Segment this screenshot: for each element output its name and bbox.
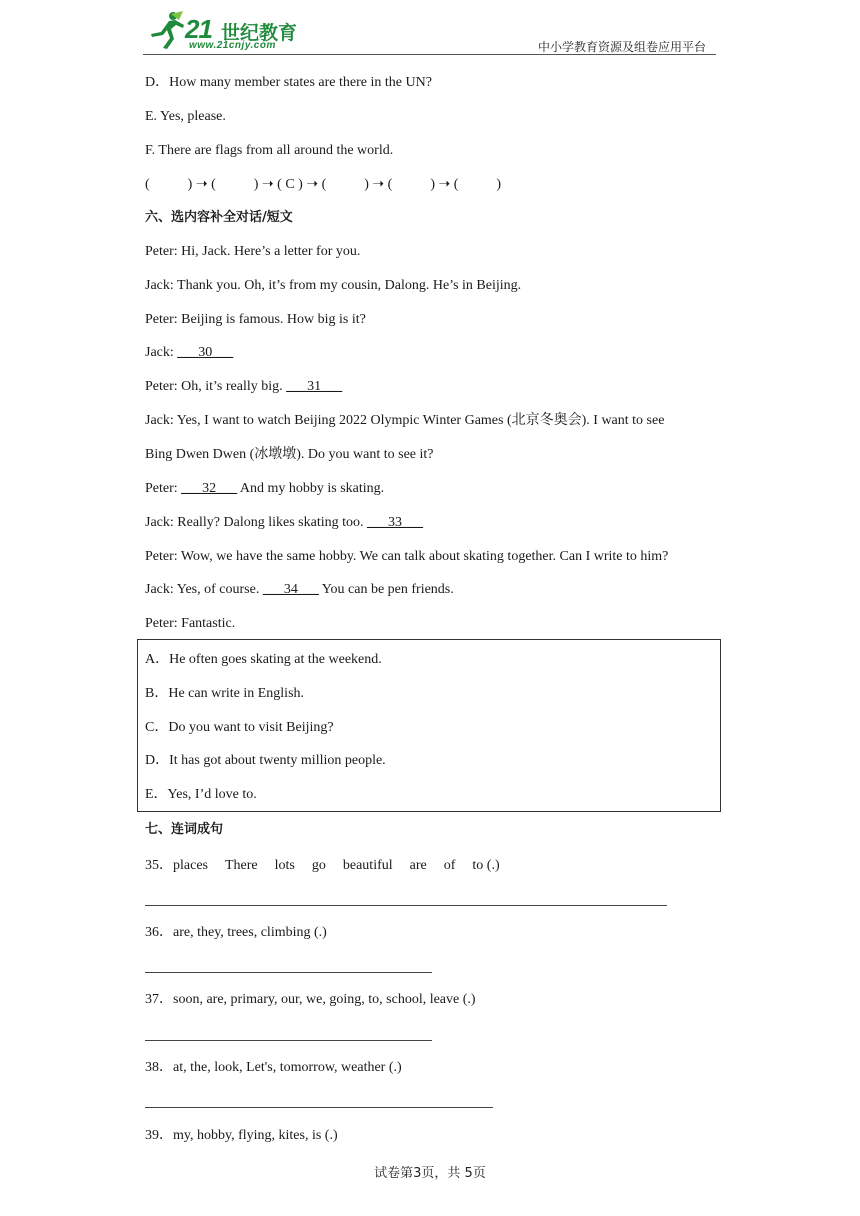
option-item: C．Do you want to visit Beijing? bbox=[145, 720, 334, 735]
arrow-icon: ➝ bbox=[438, 177, 451, 192]
question-35: 35．places There lots go beautiful are of to (.) bbox=[145, 858, 500, 873]
paren-open: ( bbox=[211, 177, 216, 192]
logo bbox=[143, 10, 313, 52]
answer-sequence bbox=[145, 177, 501, 193]
question-36: 36．are, they, trees, climbing (.) bbox=[145, 925, 327, 940]
page-footer: 试卷第3页，共 5页 bbox=[374, 1166, 486, 1181]
question-39: 39．my, hobby, flying, kites, is (.) bbox=[145, 1128, 338, 1143]
paren-close: ) bbox=[187, 177, 193, 192]
blank-30[interactable]: ___30___ bbox=[177, 345, 234, 360]
paren-close: ) bbox=[430, 177, 435, 192]
platform-name: 中小学教育资源及组卷应用平台 bbox=[537, 40, 706, 54]
logo-brand-text: 世纪教育 bbox=[221, 22, 298, 44]
answer-line[interactable] bbox=[145, 972, 432, 973]
blank-34[interactable]: ___34___ bbox=[262, 582, 319, 597]
section-6-title: 六、选内容补全对话/短文 bbox=[145, 210, 293, 225]
paren-open: ( bbox=[453, 177, 459, 192]
question-38: 38．at, the, look, Let's, tomorrow, weather (.) bbox=[145, 1060, 402, 1075]
answer-line[interactable] bbox=[145, 1040, 432, 1041]
arrow-icon: ➝ bbox=[261, 177, 274, 192]
arrow-icon: ➝ bbox=[372, 177, 385, 192]
dialogue-line: Peter: Hi, Jack. Here’s a letter for you. bbox=[145, 244, 361, 259]
paren-open: ( bbox=[321, 177, 327, 192]
paren-close: ) bbox=[298, 177, 303, 192]
option-f: F. There are flags from all around the world. bbox=[145, 143, 394, 158]
dialogue-line: Peter: Wow, we have the same hobby. We can talk about skating together. Can I write to him? bbox=[145, 549, 669, 564]
option-item: E．Yes, I’d love to. bbox=[145, 787, 257, 802]
arrow-icon: ➝ bbox=[195, 177, 208, 192]
runner-logo-icon bbox=[143, 10, 189, 50]
dialogue-line: Peter: ___32___ And my hobby is skating. bbox=[145, 481, 385, 496]
option-item: A．He often goes skating at the weekend. bbox=[145, 652, 382, 667]
arrow-icon: ➝ bbox=[306, 177, 319, 192]
page-header bbox=[143, 8, 716, 55]
blank-33[interactable]: ___33___ bbox=[367, 515, 424, 530]
dialogue-line: Bing Dwen Dwen (冰墩墩). Do you want to see it? bbox=[145, 447, 434, 462]
logo-url: www.21cnjy.com bbox=[189, 40, 276, 51]
blank-31[interactable]: ___31___ bbox=[286, 379, 343, 394]
paren-close: ) bbox=[364, 177, 369, 192]
dialogue-line: Peter: Fantastic. bbox=[145, 616, 236, 631]
dialogue-line: Peter: Oh, it’s really big. ___31___ bbox=[145, 379, 343, 394]
dialogue-line: Jack: Really? Dalong likes skating too. ___33___ bbox=[145, 515, 424, 530]
paren-open: ( bbox=[277, 177, 282, 192]
logo-number: 21 bbox=[185, 14, 212, 44]
question-37: 37．soon, are, primary, our, we, going, to, school, leave (.) bbox=[145, 992, 476, 1007]
blank-32[interactable]: ___32___ bbox=[181, 481, 238, 496]
dialogue-line: Jack: Thank you. Oh, it’s from my cousin, Dalong. He’s in Beijing. bbox=[145, 278, 522, 293]
paren-close: ) bbox=[496, 177, 502, 192]
option-item: B．He can write in English. bbox=[145, 686, 305, 701]
dialogue-line: Jack: Yes, of course. ___34___ You can be pen friends. bbox=[145, 582, 454, 597]
section-7-title: 七、连词成句 bbox=[145, 822, 224, 837]
dialogue-line: Jack: Yes, I want to watch Beijing 2022 Olympic Winter Games (北京冬奥会). I want to see bbox=[145, 413, 665, 428]
option-item: D．It has got about twenty million people. bbox=[145, 753, 386, 768]
filled-answer: C bbox=[285, 177, 295, 192]
answer-line[interactable] bbox=[145, 905, 667, 906]
paren-open: ( bbox=[387, 177, 393, 192]
dialogue-line: Peter: Beijing is famous. How big is it? bbox=[145, 312, 366, 327]
option-e: E. Yes, please. bbox=[145, 109, 226, 124]
paren-open: ( bbox=[145, 177, 150, 192]
paren-close: ) bbox=[253, 177, 259, 192]
option-d: D．How many member states are there in the UN? bbox=[145, 75, 432, 90]
answer-line[interactable] bbox=[145, 1107, 493, 1108]
dialogue-line: Jack: ___30___ bbox=[145, 345, 234, 360]
